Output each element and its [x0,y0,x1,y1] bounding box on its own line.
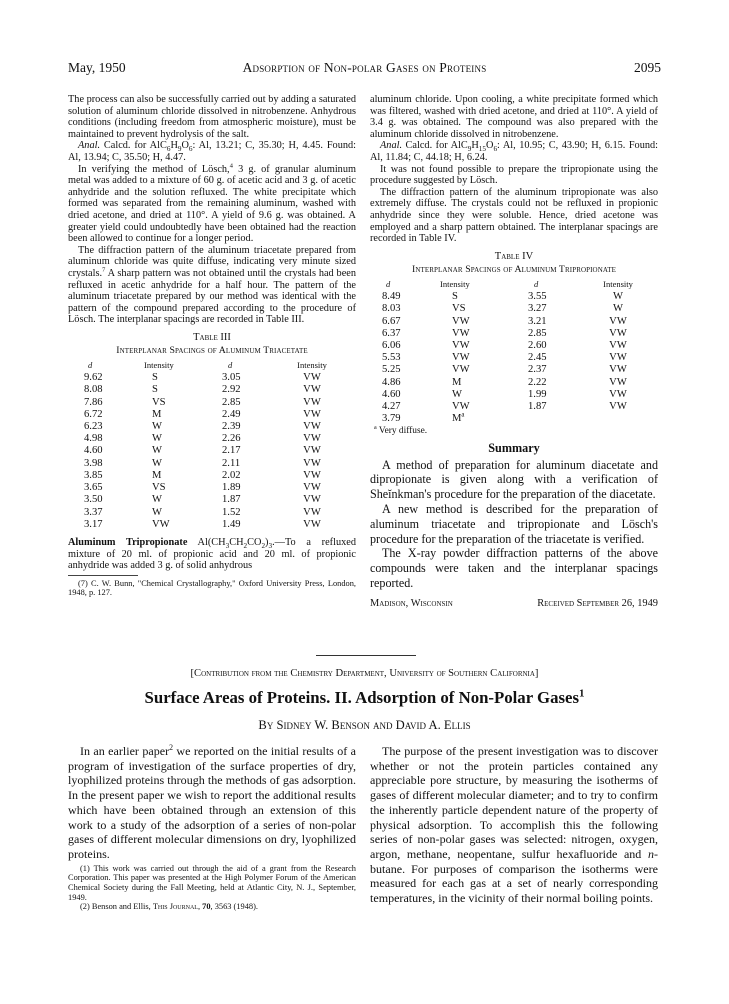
table-cell: VW [452,339,470,351]
italic-text: n [647,846,654,861]
paragraph: It was not found possible to prepare the tripropionate using the procedure suggested by Lösch. [370,163,658,187]
table-cell: VS [152,396,166,408]
col-header: Intensity [297,360,327,371]
text: Calcd. for AlC [103,140,167,152]
summary-paragraph: The X-ray powder diffraction patterns of the above compounds were taken and the interplanar spacings reported. [370,546,658,590]
table-footnote [370,427,658,437]
col-header: Intensity [603,278,633,289]
text: Calcd. for AlC [405,140,468,152]
table-cell: VW [609,388,627,400]
table-cell: 2.92 [222,384,241,396]
table-cell: 8.49 [382,291,401,303]
table-cell: 3.21 [528,315,547,327]
summary-heading: Summary [488,440,540,455]
table-cell: 3.17 [84,518,103,530]
table-cell: VW [152,518,170,530]
table-cell: 2.26 [222,433,241,445]
table-cell: 2.49 [222,408,241,420]
text: The diffraction pattern of the aluminum triacetate prepared from aluminum chloride was quite diffuse, indicating very minute sized crystals. [68,244,356,279]
paragraph: The diffraction pattern of the aluminum triacetate prepared from aluminum chloride was quite diffuse, indicating very minute sized crystals.$^7$ A sharp pattern was not obtained until the crystals had been refluxed in acetic anhydride for a half hour. The pattern of the aluminum triacetate prepared by our method was identical with the pattern of the compound prepared according to the procedure of Lösch. The interplanar spacings are recorded in Table III. [68,244,356,326]
contribution-line: [Contribution from the Chemistry Department, University of Southern California] [190,668,539,679]
table-cell: 2.39 [222,421,241,433]
table-cell [586,413,650,425]
table-cell: 2.45 [528,352,547,364]
col-header: Intensity [440,278,470,289]
table-row [82,507,342,519]
table-cell [524,413,586,425]
table-cell: 2.22 [528,376,547,388]
table-cell: 3.50 [84,494,103,506]
table-row [82,494,342,506]
table-cell: 1.89 [222,482,241,494]
text: Al(CH [187,536,226,548]
table-cell: VW [609,315,627,327]
table-cell: VW [303,445,321,457]
left-column [68,94,356,598]
table-row [82,384,342,396]
table-row [82,397,342,409]
table-cell: VW [303,518,321,530]
running-header [68,60,661,80]
table-title: Interplanar Spacings of Aluminum Triacetate [116,345,308,357]
table-row [378,401,650,413]
table-cell: VW [609,339,627,351]
text: CO [247,536,262,548]
text: ) [265,536,269,548]
text: , 3563 (1948). [210,902,258,912]
table-cell: VS [452,303,466,315]
table-cell: M [152,469,162,481]
table-cell: VW [609,352,627,364]
table-cell: 6.37 [382,327,401,339]
table-cell: 1.49 [222,518,241,530]
table-cell: 3.98 [84,457,103,469]
table-cell: S [152,372,158,384]
table-cell: 3.65 [84,482,103,494]
table-cell: VW [303,469,321,481]
header-date: May, 1950 [68,60,126,75]
table-cell: VW [609,364,627,376]
text: , [197,902,203,912]
table-cell: 1.52 [222,506,241,518]
text: .—To a refluxed mixture of 20 ml. of propionic acid and 20 ml. of propionic anhydride was added 3 g. of solid anhydrous [68,536,356,572]
table-cell: W [152,506,162,518]
summary-paragraph: A method of preparation for aluminum diacetate and dipropionate is given along with a verification of Sheĭnkman's procedure for the preparation of the diacetate. [370,457,658,502]
text: : Al, 10.95; C, 43.90; H, 6.15. Found: Al, 11.84; C, 44.18; H, 6.24. [370,140,659,163]
table-cell: M [452,376,462,388]
anal-label: Anal. [380,140,403,152]
table-cell: 2.85 [528,327,547,339]
paragraph: In an earlier paper$^2$ we reported on the initial results of a program of investigation of the surface properties of dry, lyophilized proteins through the methods of gas adsorption. In the present paper we wish to report the additional results which have been obtained through an extension of this work to a study of the adsorption of a series of non-polar gases of different molecular dimensions on dry, lyophilized proteins. [68,742,357,861]
col-header: d [88,360,93,371]
text: The purpose of the present investigation was to discover whether or not the protein particles contained any appreciable pore structure, by measuring the isotherms of gases of different molecular diameter; and to try to confirm the inherently particle dependent nature of the property of physical adsorption. To accomplish this the following series of non-polar gases was selected: nitrogen, oxygen, argon, methane, neopentane, sulfur hexafluoride and [370,744,658,861]
table-cell: VS [152,482,166,494]
table-cell: W [152,433,162,445]
analysis-paragraph: Anal. Calcd. for $AlC_6H_9O_6$: Al, 13.21; C, 35.30; H, 4.45. Found: Al, 13.94; C, 35.50; H, 4.47. [68,140,357,163]
anal-label: Anal. [78,140,101,152]
table-cell: 6.06 [382,339,401,351]
table-cell: 4.60 [84,445,103,457]
table-row [82,433,342,445]
table-cell: VW [303,433,321,445]
table-header-row [378,278,650,291]
table-cell: 2.37 [528,364,547,376]
table-row [378,352,650,364]
table-row [378,389,650,401]
table-cell: $M^a$ [452,411,465,425]
table-row [82,445,342,457]
table-cell: VW [303,384,321,396]
table-cell: W [613,291,623,303]
table-cell: 4.27 [382,400,401,412]
table-cell: 5.25 [382,364,401,376]
paragraph: The diffraction pattern of the aluminum tripropionate was also extremely diffuse. The crystals could not be refluxed in propionic anhydride since they were soluble. Hence, dried acetone was employed and a sharp pattern obtained. The interplanar spacings are recorded in Table IV. [370,186,658,245]
footnote-mark: 1 [579,687,585,700]
table-cell: VW [303,408,321,420]
bold-heading: Aluminum Tripropionate [68,536,188,548]
table-row [82,409,342,421]
table-cell: VW [609,376,627,388]
table-cell: VW [452,364,470,376]
paragraph: In verifying the method of Lösch,$^4$ 3 g. of granular aluminum metal was added to a mixture of 60 g. of acetic acid and 3 g. of acetic anhydride and the solution refluxed. The white precipitate which formed was separated from the remaining aluminum, washed with dried acetone, and dried at 110°. A yield of 9.6 g. was obtained. A greater yield could undoubtedly have been obtained had the reaction been allowed to continue for a longer period. [68,162,356,245]
article-title [40,688,689,708]
table-cell: 1.87 [528,400,547,412]
table-row [82,372,342,384]
paragraph [370,744,658,906]
table-cell: VW [452,352,470,364]
article-left-column [68,744,356,912]
table-cell: 3.85 [84,469,103,481]
table-row [82,470,342,482]
text: Very diffuse. [376,426,428,437]
col-header: d [534,278,539,289]
table-caption: Table IV [494,250,534,262]
table-cell: S [452,291,458,303]
text: A sharp pattern was not obtained until the crystals had been refluxed in acetic anhydride for a half hour. The pattern of the aluminum triacetate prepared by our method was identical with the pattern of the compound prepared according to the procedure of Lösch. The interplanar spacings are recorded in Table III. [68,267,356,326]
table-cell: 3.37 [84,506,103,518]
table-cell: VW [303,506,321,518]
footnote-rule [68,575,138,576]
table-cell: 1.99 [528,388,547,400]
text: In an earlier paper [80,744,170,758]
table-cell: 1.87 [222,494,241,506]
table-cell: 2.02 [222,469,241,481]
header-title: Adsorption of Non-polar Gases on Proteins [242,60,487,75]
table-cell: VW [303,396,321,408]
paragraph: The process can also be successfully carried out by adding a saturated solution of aluminum chloride dissolved in nitrobenzene. Anhydrous conditions (including freedom from atmospheric moisture), must be maintained to prevent hydrolysis of the salt. [68,94,356,140]
footnote-mark: a [374,425,377,432]
table-cell: W [452,388,462,400]
text: we reported on the initial results of a program of investigation of the surface properties of dry, lyophilized proteins through the methods of gas adsorption. In the present paper we wish to report the additional results which have been obtained through an extension of this work to a study of the adsorption of a series of non-polar gases of different molecular dimensions on dry, lyophilized proteins. [68,744,357,861]
text: 3 g. of granular aluminum metal was added to a mixture of 60 g. of acetic acid and 3 g. of acetic anhydride and the solution refluxed. The white precipitate which formed was separated from the remaining aluminum, washed with dried acetone, and dried at 110°. A yield of 9.6 g. was obtained. A greater yield could undoubtedly have been obtained had the reaction been allowed to continue for a longer period. [68,163,356,245]
table-cell: VW [303,482,321,494]
table-cell: 8.03 [382,303,401,315]
table-row [82,458,342,470]
table-cell: 3.55 [528,291,547,303]
table-row [378,316,650,328]
table-cell: W [152,445,162,457]
signature-line [370,598,658,612]
table-cell: S [152,384,158,396]
table-cell: 3.05 [222,372,241,384]
section-divider [316,655,416,656]
paragraph: Aluminum Tripropionate $Al(CH_3CH_2CO_2)_3.—To$ a refluxed mixture of 20 ml. of propionic acid and 20 ml. of propionic anhydride was added 3 g. of solid anhydrous [68,536,356,572]
table-cell: 2.11 [222,457,241,469]
summary [370,458,658,591]
text: -butane. For purposes of comparison the isotherms were measured for each gas at a set of nearly corresponding temperatures, in the vicinity of their normal boiling points. [370,846,658,906]
table-cell: 7.86 [84,396,103,408]
table-cell: 6.72 [84,408,103,420]
footnote: (1) This work was carried out through the aid of a grant from the Research Corporation. This paper was presented at the High Polymer Forum of the American Chemical Society during the Fall Meeting, held at Atlantic City, N. J., September, 1949. [68,863,356,902]
text: In verifying the method of Lösch, [78,163,230,175]
analysis-paragraph: Anal. Calcd. for $AlC_9H_{15}O_6$: Al, 10.95; C, 43.90; H, 6.15. Found: Al, 11.84; C, 44.18; H, 6.24. [370,140,659,163]
table-cell: VW [452,327,470,339]
table-cell: VW [303,457,321,469]
text: CH [229,536,244,548]
table-row [378,291,650,303]
table-row [378,328,650,340]
table-cell: VW [452,315,470,327]
table-cell: 9.62 [84,372,103,384]
col-header: Intensity [144,360,174,371]
table-cell: VW [303,494,321,506]
table-iii [82,359,342,531]
col-header: d [228,360,233,371]
table-cell: 6.23 [84,421,103,433]
table-cell: 2.17 [222,445,241,457]
table-cell: 4.86 [382,376,401,388]
article-right-column [370,744,658,906]
table-cell: 8.08 [84,384,103,396]
table-cell: W [613,303,623,315]
table-cell: W [152,457,162,469]
table-row [378,413,650,425]
table-row [378,340,650,352]
table-cell: 4.98 [84,433,103,445]
byline: By Sidney W. Benson and David A. Ellis [258,718,471,732]
table-header-row [82,359,342,372]
page-number: 2095 [634,60,661,75]
table-cell: VW [303,372,321,384]
footnote: (7) C. W. Bunn, "Chemical Crystallography," Oxford University Press, London, 1948, p. 127. [68,578,356,598]
text: (2) Benson and Ellis, [80,902,153,912]
table-cell: VW [609,327,627,339]
table-cell: W [152,494,162,506]
table-row [82,482,342,494]
table-row [82,421,342,433]
text: : Al, 13.21; C, 35.30; H, 4.45. Found: Al, 13.94; C, 35.50; H, 4.47. [68,140,357,163]
journal-name: This Journal [152,902,198,912]
volume: 70 [202,902,211,912]
table-cell: VW [452,400,470,412]
table-row [82,519,342,531]
table-row [378,377,650,389]
table-cell: VW [303,421,321,433]
table-cell: W [152,421,162,433]
table-cell: 3.27 [528,303,547,315]
received-date: Received September 26, 1949 [537,597,658,609]
table-cell: M [152,408,162,420]
summary-paragraph: A new method is described for the preparation of aluminum triacetate and tripropionate and Lösch's procedure for the preparation of the triacetate is verified. [370,501,658,546]
table-cell: 3.79 [382,413,401,425]
table-cell: VW [609,400,627,412]
text: Surface Areas of Proteins. II. Adsorption of Non-Polar Gases [144,688,579,707]
table-row [378,364,650,376]
table-row [378,303,650,315]
table-iv [378,278,650,425]
footnote [68,902,356,912]
right-column [370,94,658,612]
table-cell: 6.67 [382,315,401,327]
table-cell: 2.60 [528,339,547,351]
paragraph: aluminum chloride. Upon cooling, a white precipitate formed which was filtered, washed with dried acetone, and dried at 110°. A yield of 3.4 g. was obtained. The compound was also prepared with the aluminum chloride dissolved in nitrobenzene. [370,94,658,140]
table-cell: 5.53 [382,352,401,364]
table-cell: 4.60 [382,388,401,400]
col-header: d [386,278,391,289]
table-cell: 2.85 [222,396,241,408]
table-caption: Table III [193,331,231,343]
table-title: Interplanar Spacings of Aluminum Tripropionate [412,264,616,276]
place: Madison, Wisconsin [370,597,453,609]
